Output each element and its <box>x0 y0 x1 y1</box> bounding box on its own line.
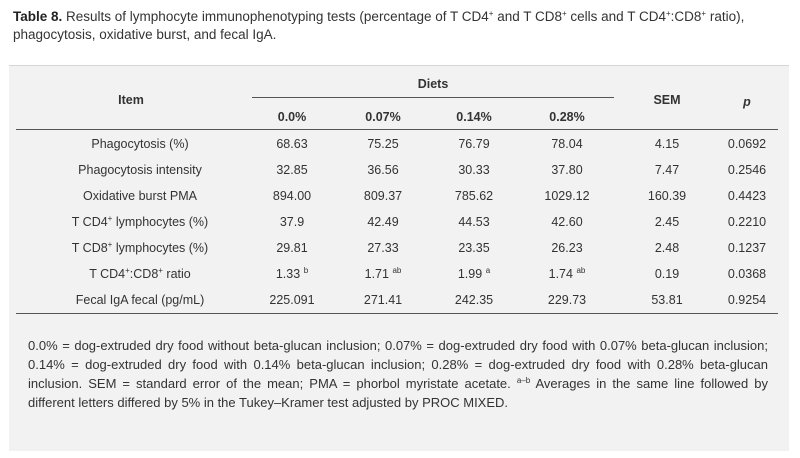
row-value: 78.04 <box>551 137 583 151</box>
row-sem: 53.81 <box>651 293 683 307</box>
row-item: Oxidative burst PMA <box>83 189 197 203</box>
row-p: 0.2546 <box>727 163 767 177</box>
row-item: Phagocytosis (%) <box>91 137 189 151</box>
header-underline <box>16 129 778 130</box>
row-value: 271.41 <box>363 293 403 307</box>
row-value: 68.63 <box>276 137 308 151</box>
row-value: 29.81 <box>276 241 308 255</box>
row-value: 30.33 <box>458 163 490 177</box>
row-value: 894.00 <box>272 189 312 203</box>
caption-text: :CD8 <box>670 9 702 24</box>
row-value: 26.23 <box>551 241 583 255</box>
row-p: 0.4423 <box>727 189 767 203</box>
col-header-1: 0.07% <box>365 110 401 124</box>
caption-sup: + <box>561 9 567 18</box>
row-value: 809.37 <box>363 189 403 203</box>
row-sem: 0.19 <box>654 267 680 281</box>
row-value: 1029.12 <box>544 189 590 203</box>
table-caption <box>13 8 789 44</box>
caption-text: cells and T CD4 <box>566 9 666 24</box>
row-value: 23.35 <box>458 241 490 255</box>
caption-label: Table 8. <box>13 9 63 24</box>
row-p: 0.1237 <box>727 241 767 255</box>
table-top-border <box>9 65 789 66</box>
row-sem: 2.48 <box>654 241 680 255</box>
diets-underline <box>252 97 614 98</box>
row-p: 0.0692 <box>727 137 767 151</box>
caption-sup: + <box>701 9 707 18</box>
row-value: 42.49 <box>367 215 399 229</box>
row-sem: 4.15 <box>654 137 680 151</box>
col-header-2: 0.14% <box>456 110 492 124</box>
row-value: 37.80 <box>551 163 583 177</box>
row-item: Phagocytosis intensity <box>78 163 202 177</box>
footnote-sup: a–b <box>516 376 531 385</box>
row-value: 36.56 <box>367 163 399 177</box>
row-item: Fecal IgA fecal (pg/mL) <box>75 293 205 307</box>
row-item: T CD4+ lymphocytes (%) <box>71 214 209 229</box>
row-value: 785.62 <box>454 189 494 203</box>
table-bottom-rule <box>16 313 778 314</box>
row-value: 32.85 <box>276 163 308 177</box>
footnote-text: 0.0% = dog-extruded dry food without beta-glucan inclusion; 0.07% = dog-extruded dry food with 0.07% beta-glucan inclusion; 0.14% = dog-extruded dry food with 0.14% beta-glucan inclusion; 0.28% = dog-extruded dry food with 0.28% beta-glucan inclusion. SEM = standard error of the mean; PMA = phorbol myristate acetate. <box>28 338 768 391</box>
p-header: p <box>743 95 751 109</box>
item-header: Item <box>118 93 144 107</box>
col-header-3: 0.28% <box>549 110 585 124</box>
row-value: 37.9 <box>279 215 305 229</box>
row-item: T CD8+ lymphocytes (%) <box>71 240 209 255</box>
row-sem: 2.45 <box>654 215 680 229</box>
caption-text: Results of lymphocyte immunophenotyping tests (percentage of T CD4 <box>62 9 489 24</box>
row-item: T CD4+:CD8+ ratio <box>89 266 191 281</box>
caption-sup: + <box>488 9 494 18</box>
row-p: 0.0368 <box>727 267 767 281</box>
footnote-text: Averages in the same line followed by different letters differed by 5% in the Tukey–Kramer test adjusted by PROC MIXED. <box>28 376 768 410</box>
diets-header: Diets <box>417 77 449 91</box>
row-value: 225.091 <box>269 293 315 307</box>
row-sem: 7.47 <box>654 163 680 177</box>
row-value: 242.35 <box>454 293 494 307</box>
row-value: 44.53 <box>458 215 490 229</box>
row-value: 1.74 $^{ab}$ <box>548 266 586 281</box>
caption-text: ratio), phagocytosis, oxidative burst, and fecal IgA. <box>13 9 745 42</box>
sem-header: SEM <box>653 93 681 107</box>
row-value: 1.71 $^{ab}$ <box>364 266 402 281</box>
row-value: 229.73 <box>547 293 587 307</box>
caption-sup: + <box>665 9 671 18</box>
row-p: 0.2210 <box>727 215 767 229</box>
row-value: 1.33 $^b$ <box>275 266 309 281</box>
row-value: 1.99 $^a$ <box>457 266 491 281</box>
row-p: 0.9254 <box>727 293 767 307</box>
caption-text: and T CD8 <box>493 9 562 24</box>
row-value: 75.25 <box>367 137 399 151</box>
row-value: 76.79 <box>458 137 490 151</box>
row-value: 42.60 <box>551 215 583 229</box>
row-value: 27.33 <box>367 241 399 255</box>
col-header-0: 0.0% <box>277 110 307 124</box>
row-sem: 160.39 <box>647 189 687 203</box>
table-footnote <box>28 336 768 412</box>
